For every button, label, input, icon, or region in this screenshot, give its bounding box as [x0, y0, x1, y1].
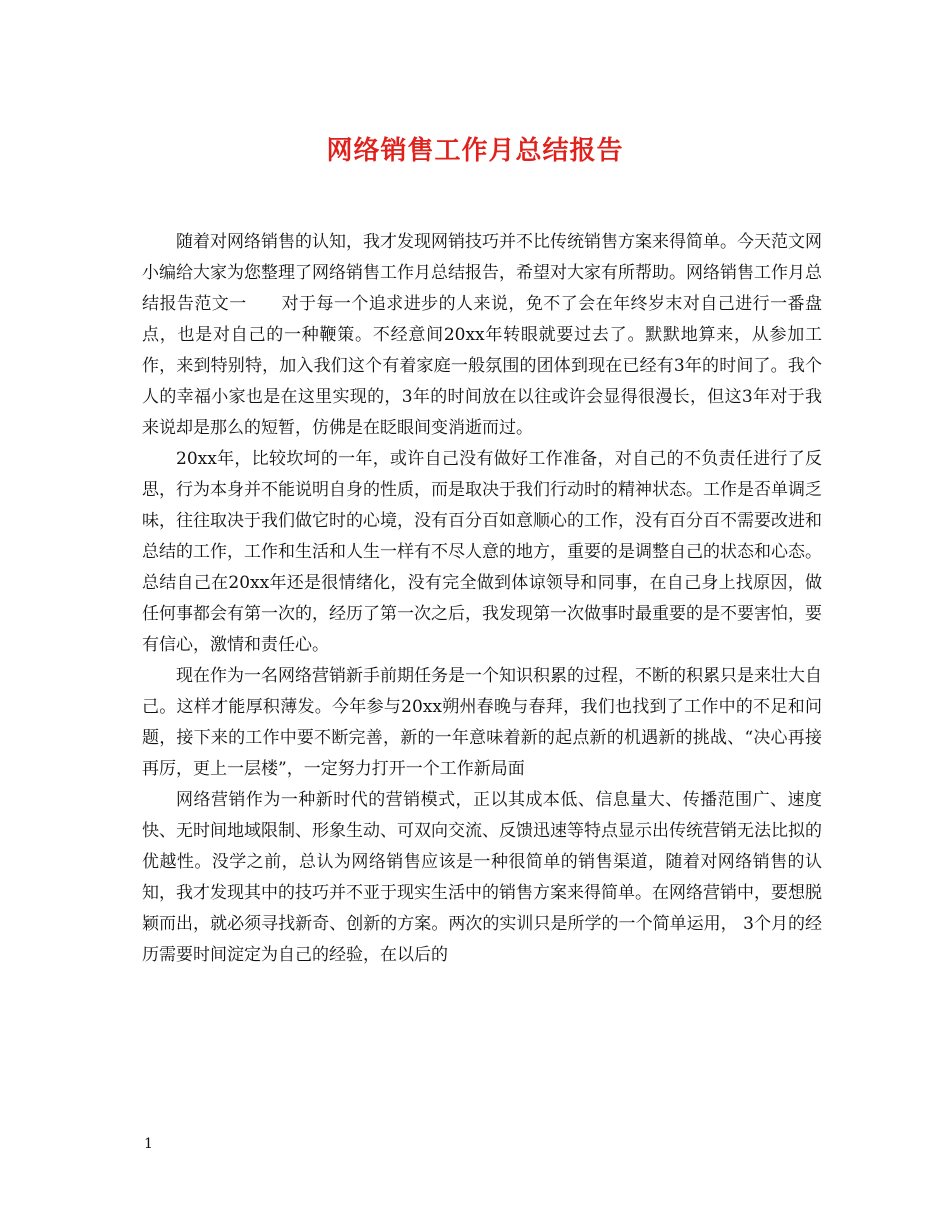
page-number: 1 [144, 1136, 153, 1152]
paragraph-4: 网络营销作为一种新时代的营销模式，正以其成本低、信息量大、传播范围广、速度快、无时间地域限制、形象生动、可双向交流、反馈迅速等特点显示出传统营销无法比拟的优越性。没学之前，总认为网络销售应该是一种很简单的销售渠道，随着对网络销售的认知，我才发现其中的技巧并不亚于现实生活中的销售方案来得简单。在网络营销中，要想脱颖而出，就必须寻找新奇、创新的方案。两次的实训只是所学的一个简单运用， 3个月的经历需要时间淀定为自己的经验，在以后的 [142, 790, 822, 965]
document-body [142, 227, 822, 971]
document-title: 网络销售工作月总结报告 [326, 136, 624, 166]
paragraph-1: 随着对网络销售的认知，我才发现网销技巧并不比传统销售方案来得简单。今天范文网小编给大家为您整理了网络销售工作月总结报告，希望对大家有所帮助。网络销售工作月总结报告范文一 对于每一个追求进步的人来说，免不了会在年终岁末对自己进行一番盘点，也是对自己的一种鞭策。不经意间20xx年转眼就要过去了。默默地算来，从参加工作，来到特别特，加入我们这个有着家庭一般氛围的团体到现在已经有3年的时间了。我个人的幸福小家也是在这里实现的，3年的时间放在以往或许会显得很漫长，但这3年对于我来说却是那么的短暂，仿佛是在眨眼间变消逝而过。 [142, 232, 822, 438]
paragraph-2: 20xx年，比较坎坷的一年，或许自己没有做好工作准备，对自己的不负责任进行了反思，行为本身并不能说明自身的性质，而是取决于我们行动时的精神状态。工作是否单调乏味，往往取决于我们做它时的心境，没有百分百如意顺心的工作，没有百分百不需要改进和总结的工作，工作和生活和人生一样有不尽人意的地方，重要的是调整自己的状态和心态。总结自己在20xx年还是很情绪化，没有完全做到体谅领导和同事，在自己身上找原因，做任何事都会有第一次的，经历了第一次之后，我发现第一次做事时最重要的是不要害怕，要有信心，激情和责任心。 [142, 449, 822, 655]
paragraph-3: 现在作为一名网络营销新手前期任务是一个知识积累的过程，不断的积累只是来壮大自己。这样才能厚积薄发。今年参与20xx朔州春晚与春拜，我们也找到了工作中的不足和问题，接下来的工作中要不断完善，新的一年意味着新的起点新的机遇新的挑战、“决心再接再厉，更上一层楼”，一定努力打开一个工作新局面 [142, 666, 822, 779]
